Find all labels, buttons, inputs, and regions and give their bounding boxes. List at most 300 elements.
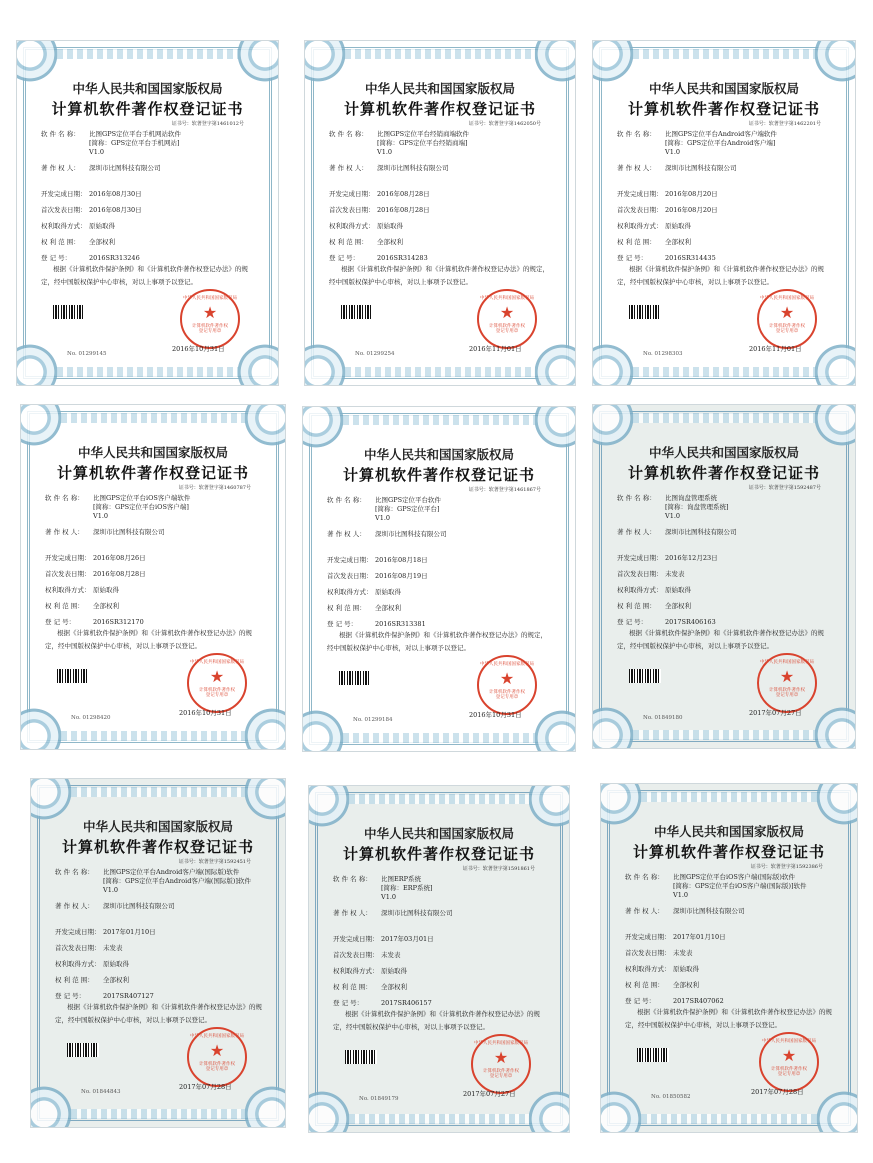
- field-row-copyright-owner: [329, 164, 555, 173]
- certificate: [304, 40, 576, 386]
- seal-ring-text: 中华人民共和国国家版权局: [474, 1041, 528, 1046]
- border-band: [641, 792, 817, 802]
- field-value-acquisition-method: 原始取得: [103, 960, 129, 968]
- border-band: [633, 49, 815, 59]
- field-label-copyright-owner: 著 作 权 人：: [329, 164, 368, 172]
- field-value-registration-number: 2017SR406157: [381, 999, 432, 1007]
- field-value-publication-date: 未发表: [103, 944, 123, 952]
- field-row-software-name: [41, 130, 258, 157]
- border-band: [343, 415, 535, 425]
- certificate-number: 证书号：软著登字第1592487号: [748, 485, 821, 491]
- barcode: [629, 305, 661, 319]
- field-row-copyright-owner: [45, 528, 265, 537]
- seal-text: 计算机软件著作权 登记专用章: [771, 1067, 807, 1077]
- issuer-heading: 中华人民共和国国家版权局: [648, 81, 799, 96]
- serial-number: No. 01849180: [643, 715, 683, 721]
- official-seal: [757, 653, 817, 713]
- field-label-registration-number: 登 记 号：: [55, 992, 86, 1000]
- field-label-software-name: 软 件 名 称：: [625, 873, 664, 881]
- field-value-software-name: 比图GPS定位平台Android客户端软件 [简称：GPS定位平台Android客户端] V1.0: [665, 130, 777, 156]
- field-value-rights-scope: 全部权利: [93, 602, 119, 610]
- seal-star-icon: ★: [499, 303, 515, 322]
- barcode: [67, 1043, 99, 1057]
- issuer-heading: 中华人民共和国国家版权局: [72, 81, 223, 96]
- field-row-registration-number: [329, 254, 555, 263]
- seal-star-icon: ★: [493, 1048, 509, 1067]
- certificate: [302, 406, 576, 752]
- field-spacer: [327, 546, 555, 556]
- field-value-registration-number: 2016SR314283: [377, 254, 428, 262]
- field-value-rights-scope: 全部权利: [673, 981, 699, 989]
- field-value-registration-number: 2016SR313381: [375, 620, 426, 628]
- field-label-copyright-owner: 著 作 权 人：: [41, 164, 80, 172]
- field-label-acquisition-method: 权利取得方式：: [41, 222, 87, 230]
- field-spacer: [45, 544, 265, 554]
- seal-text: 计算机软件著作权 登记专用章: [483, 1069, 519, 1079]
- registration-statement-text: 根据《计算机软件保护条例》和《计算机软件著作权登记办法》的规定，经中国版权保护中心审核，对以上事项予以登记。: [617, 265, 824, 286]
- field-row-rights-scope: [329, 238, 555, 247]
- field-row-software-name: [617, 494, 835, 521]
- official-seal: [471, 1034, 531, 1094]
- field-row-development-date: [617, 554, 835, 563]
- certificate: [308, 785, 570, 1133]
- field-value-copyright-owner: 深圳市比图科技有限公司: [665, 528, 737, 536]
- field-label-publication-date: 首次发表日期：: [329, 206, 375, 214]
- seal-ring-text: 中华人民共和国国家版权局: [190, 1034, 244, 1039]
- field-value-publication-date: 2016年08月30日: [89, 206, 142, 214]
- field-label-acquisition-method: 权利取得方式：: [45, 586, 91, 594]
- field-label-publication-date: 首次发表日期：: [617, 206, 663, 214]
- seal-ring-text: 中华人民共和国国家版权局: [183, 296, 237, 301]
- field-value-publication-date: 2016年08月28日: [93, 570, 146, 578]
- barcode: [629, 669, 661, 683]
- field-value-copyright-owner: 深圳市比图科技有限公司: [381, 909, 453, 917]
- field-row-acquisition-method: [327, 588, 555, 597]
- field-row-software-name: [617, 130, 835, 157]
- field-spacer: [41, 180, 258, 190]
- field-label-publication-date: 首次发表日期：: [617, 570, 663, 578]
- field-label-acquisition-method: 权利取得方式：: [617, 586, 663, 594]
- certificate-number: 证书号：软著登字第1592386号: [750, 864, 823, 870]
- field-label-rights-scope: 权 利 范 围：: [55, 976, 94, 984]
- field-label-rights-scope: 权 利 范 围：: [617, 602, 656, 610]
- certificate-number: 证书号：软著登字第1462050号: [468, 121, 541, 127]
- official-seal: [187, 1027, 247, 1087]
- field-label-development-date: 开发完成日期：: [55, 928, 101, 936]
- issue-date: 2017年07月27日: [463, 1090, 516, 1098]
- seal-ring-text: 中华人民共和国国家版权局: [762, 1039, 816, 1044]
- field-row-registration-number: [327, 620, 555, 629]
- certificate: [20, 404, 286, 750]
- field-row-development-date: [327, 556, 555, 565]
- field-value-software-name: 比图GPS定位平台软件 [简称：GPS定位平台] V1.0: [375, 496, 442, 522]
- certificate-fields: [55, 868, 265, 1008]
- issue-date: 2016年11月01日: [749, 345, 802, 353]
- field-label-development-date: 开发完成日期：: [329, 190, 375, 198]
- certificate-title: 计算机软件著作权登记证书: [632, 843, 825, 861]
- field-label-registration-number: 登 记 号：: [617, 254, 648, 262]
- field-spacer: [617, 544, 835, 554]
- certificate-fields: [617, 494, 835, 634]
- field-value-registration-number: 2016SR314435: [665, 254, 716, 262]
- barcode: [345, 1050, 377, 1064]
- field-row-acquisition-method: [329, 222, 555, 231]
- field-label-copyright-owner: 著 作 权 人：: [617, 164, 656, 172]
- field-label-acquisition-method: 权利取得方式：: [327, 588, 373, 596]
- border-band: [57, 367, 238, 377]
- field-label-rights-scope: 权 利 范 围：: [333, 983, 372, 991]
- field-label-rights-scope: 权 利 范 围：: [625, 981, 664, 989]
- issuer-heading: 中华人民共和国国家版权局: [653, 824, 804, 839]
- field-label-publication-date: 首次发表日期：: [333, 951, 379, 959]
- field-value-development-date: 2017年01月10日: [673, 933, 726, 941]
- field-row-acquisition-method: [45, 586, 265, 595]
- field-label-registration-number: 登 记 号：: [333, 999, 364, 1007]
- barcode: [637, 1048, 669, 1062]
- field-row-copyright-owner: [327, 530, 555, 539]
- seal-text: 计算机软件著作权 登记专用章: [489, 324, 525, 334]
- border-band: [349, 1114, 529, 1124]
- field-row-acquisition-method: [617, 222, 835, 231]
- field-label-publication-date: 首次发表日期：: [327, 572, 373, 580]
- registration-statement: [327, 629, 553, 655]
- field-spacer: [55, 918, 265, 928]
- field-value-rights-scope: 全部权利: [377, 238, 403, 246]
- registration-statement: [333, 1008, 547, 1034]
- field-row-publication-date: [617, 570, 835, 579]
- field-value-rights-scope: 全部权利: [103, 976, 129, 984]
- certificate-number: 证书号：软著登字第1461012号: [171, 121, 244, 127]
- field-label-development-date: 开发完成日期：: [617, 190, 663, 198]
- field-label-software-name: 软 件 名 称：: [329, 130, 368, 138]
- seal-star-icon: ★: [781, 1046, 797, 1065]
- field-value-rights-scope: 全部权利: [665, 602, 691, 610]
- border-band: [345, 49, 535, 59]
- certificate-title: 计算机软件著作权登记证书: [61, 838, 254, 856]
- field-value-publication-date: 2016年08月28日: [377, 206, 430, 214]
- certificate: [16, 40, 279, 386]
- certificate-title: 计算机软件著作权登记证书: [627, 100, 820, 118]
- seal-text: 计算机软件著作权 登记专用章: [199, 1062, 235, 1072]
- official-seal: [477, 655, 537, 715]
- serial-number: No. 01850582: [651, 1094, 691, 1100]
- field-label-copyright-owner: 著 作 权 人：: [327, 530, 366, 538]
- serial-number: No. 01298420: [71, 715, 111, 721]
- field-label-registration-number: 登 记 号：: [617, 618, 648, 626]
- field-value-publication-date: 2016年08月20日: [665, 206, 718, 214]
- registration-statement: [41, 263, 256, 289]
- field-row-copyright-owner: [55, 902, 265, 911]
- field-row-rights-scope: [625, 981, 837, 990]
- field-value-copyright-owner: 深圳市比图科技有限公司: [673, 907, 745, 915]
- field-value-publication-date: 未发表: [665, 570, 685, 578]
- registration-statement-text: 根据《计算机软件保护条例》和《计算机软件著作权登记办法》的规定，经中国版权保护中心审核，对以上事项予以登记。: [617, 629, 824, 650]
- seal-text: 计算机软件著作权 登记专用章: [192, 324, 228, 334]
- field-row-development-date: [329, 190, 555, 199]
- field-row-software-name: [45, 494, 265, 521]
- certificate-title: 计算机软件著作权登记证书: [342, 845, 535, 863]
- field-label-development-date: 开发完成日期：: [617, 554, 663, 562]
- registration-statement-text: 根据《计算机软件保护条例》和《计算机软件著作权登记办法》的规定，经中国版权保护中心审核，对以上事项予以登记。: [625, 1008, 832, 1029]
- certificate-number: 证书号：软著登字第1460787号: [178, 485, 251, 491]
- field-row-publication-date: [333, 951, 549, 960]
- border-band: [57, 49, 238, 59]
- field-label-registration-number: 登 记 号：: [327, 620, 358, 628]
- field-value-copyright-owner: 深圳市比图科技有限公司: [375, 530, 447, 538]
- registration-statement-text: 根据《计算机软件保护条例》和《计算机软件著作权登记办法》的规定，经中国版权保护中心审核，对以上事项予以登记。: [41, 265, 248, 286]
- issue-date: 2016年10月31日: [469, 711, 522, 719]
- border-band: [633, 413, 815, 423]
- field-label-copyright-owner: 著 作 权 人：: [55, 902, 94, 910]
- field-value-registration-number: 2017SR407127: [103, 992, 154, 1000]
- official-seal: [757, 289, 817, 349]
- field-label-software-name: 软 件 名 称：: [333, 875, 372, 883]
- seal-text: 计算机软件著作权 登记专用章: [769, 324, 805, 334]
- field-spacer: [329, 180, 555, 190]
- field-value-development-date: 2017年01月10日: [103, 928, 156, 936]
- official-seal: [187, 653, 247, 713]
- field-value-rights-scope: 全部权利: [381, 983, 407, 991]
- field-value-publication-date: 未发表: [673, 949, 693, 957]
- field-row-publication-date: [55, 944, 265, 953]
- field-row-rights-scope: [55, 976, 265, 985]
- field-row-rights-scope: [41, 238, 258, 247]
- field-row-copyright-owner: [617, 528, 835, 537]
- seal-ring-text: 中华人民共和国国家版权局: [480, 296, 534, 301]
- field-label-software-name: 软 件 名 称：: [327, 496, 366, 504]
- official-seal: [759, 1032, 819, 1092]
- field-row-copyright-owner: [333, 909, 549, 918]
- certificate: [592, 404, 856, 749]
- field-label-software-name: 软 件 名 称：: [45, 494, 84, 502]
- field-label-registration-number: 登 记 号：: [41, 254, 72, 262]
- field-value-software-name: 比图GPS定位平台经销商端软件 [简称：GPS定位平台经销商端] V1.0: [377, 130, 470, 156]
- field-value-rights-scope: 全部权利: [89, 238, 115, 246]
- field-label-registration-number: 登 记 号：: [45, 618, 76, 626]
- field-label-rights-scope: 权 利 范 围：: [41, 238, 80, 246]
- field-value-registration-number: 2017SR406163: [665, 618, 716, 626]
- issuer-heading: 中华人民共和国国家版权局: [363, 826, 514, 841]
- field-value-software-name: 比图ERP系统 [简称：ERP系统] V1.0: [381, 875, 433, 901]
- barcode: [57, 669, 89, 683]
- field-row-publication-date: [329, 206, 555, 215]
- seal-star-icon: ★: [209, 667, 225, 686]
- issue-date: 2016年10月31日: [172, 345, 225, 353]
- field-value-software-name: 比图GPS定位平台Android客户端(国际版)软件 [简称：GPS定位平台Android客户端(国际版)]软件 V1.0: [103, 868, 251, 894]
- border-band: [71, 787, 245, 797]
- field-label-acquisition-method: 权利取得方式：: [617, 222, 663, 230]
- field-row-acquisition-method: [333, 967, 549, 976]
- field-label-registration-number: 登 记 号：: [329, 254, 360, 262]
- issue-date: 2017年07月28日: [179, 1083, 232, 1091]
- field-value-acquisition-method: 原始取得: [377, 222, 403, 230]
- field-label-development-date: 开发完成日期：: [45, 554, 91, 562]
- certificate-fields: [333, 875, 549, 1015]
- seal-text: 计算机软件著作权 登记专用章: [489, 690, 525, 700]
- border-band: [633, 730, 815, 740]
- seal-star-icon: ★: [202, 303, 218, 322]
- field-row-publication-date: [617, 206, 835, 215]
- field-row-registration-number: [41, 254, 258, 263]
- issue-date: 2016年10月31日: [179, 709, 232, 717]
- issue-date: 2017年07月28日: [751, 1088, 804, 1096]
- seal-star-icon: ★: [779, 303, 795, 322]
- field-row-registration-number: [333, 999, 549, 1008]
- field-row-acquisition-method: [55, 960, 265, 969]
- field-value-acquisition-method: 原始取得: [89, 222, 115, 230]
- field-row-publication-date: [625, 949, 837, 958]
- field-label-rights-scope: 权 利 范 围：: [329, 238, 368, 246]
- field-label-acquisition-method: 权利取得方式：: [333, 967, 379, 975]
- field-value-acquisition-method: 原始取得: [665, 586, 691, 594]
- field-value-development-date: 2016年08月20日: [665, 190, 718, 198]
- field-value-registration-number: 2017SR407062: [673, 997, 724, 1005]
- field-value-registration-number: 2016SR313246: [89, 254, 140, 262]
- certificate-title: 计算机软件著作权登记证书: [56, 464, 249, 482]
- field-row-copyright-owner: [625, 907, 837, 916]
- field-value-registration-number: 2016SR312170: [93, 618, 144, 626]
- barcode: [339, 671, 371, 685]
- field-value-rights-scope: 全部权利: [375, 604, 401, 612]
- field-label-copyright-owner: 著 作 权 人：: [617, 528, 656, 536]
- registration-statement: [329, 263, 553, 289]
- field-value-development-date: 2016年12月23日: [665, 554, 718, 562]
- field-row-development-date: [41, 190, 258, 199]
- field-row-development-date: [55, 928, 265, 937]
- border-band: [641, 1114, 817, 1124]
- field-row-registration-number: [45, 618, 265, 627]
- issuer-heading: 中华人民共和国国家版权局: [648, 445, 799, 460]
- certificate-title: 计算机软件著作权登记证书: [342, 466, 535, 484]
- registration-statement: [55, 1001, 263, 1027]
- border-band: [71, 1109, 245, 1119]
- official-seal: [180, 289, 240, 349]
- field-row-software-name: [55, 868, 265, 895]
- registration-statement: [617, 627, 833, 653]
- field-value-software-name: 比图GPS定位平台iOS客户端(国际版)软件 [简称：GPS定位平台iOS客户端(国际版)]软件 V1.0: [673, 873, 807, 899]
- field-row-copyright-owner: [617, 164, 835, 173]
- field-value-rights-scope: 全部权利: [665, 238, 691, 246]
- field-row-publication-date: [41, 206, 258, 215]
- certificate-title: 计算机软件著作权登记证书: [343, 100, 536, 118]
- field-row-acquisition-method: [617, 586, 835, 595]
- field-row-registration-number: [617, 254, 835, 263]
- field-label-software-name: 软 件 名 称：: [41, 130, 80, 138]
- certificate-fields: [329, 130, 555, 270]
- border-band: [61, 731, 245, 741]
- field-label-publication-date: 首次发表日期：: [41, 206, 87, 214]
- field-label-development-date: 开发完成日期：: [41, 190, 87, 198]
- field-value-acquisition-method: 原始取得: [673, 965, 699, 973]
- field-row-copyright-owner: [41, 164, 258, 173]
- border-band: [345, 367, 535, 377]
- certificate: [592, 40, 856, 386]
- field-label-publication-date: 首次发表日期：: [55, 944, 101, 952]
- field-value-development-date: 2016年08月30日: [89, 190, 142, 198]
- field-label-copyright-owner: 著 作 权 人：: [333, 909, 372, 917]
- field-label-copyright-owner: 著 作 权 人：: [625, 907, 664, 915]
- field-row-acquisition-method: [625, 965, 837, 974]
- issue-date: 2017年07月27日: [749, 709, 802, 717]
- field-row-development-date: [45, 554, 265, 563]
- field-row-rights-scope: [45, 602, 265, 611]
- registration-statement-text: 根据《计算机软件保护条例》和《计算机软件著作权登记办法》的规定，经中国版权保护中心审核，对以上事项予以登记。: [327, 631, 547, 652]
- field-row-registration-number: [617, 618, 835, 627]
- certificate-title: 计算机软件著作权登记证书: [627, 464, 820, 482]
- field-row-rights-scope: [617, 602, 835, 611]
- field-label-copyright-owner: 著 作 权 人：: [45, 528, 84, 536]
- field-value-development-date: 2016年08月18日: [375, 556, 428, 564]
- field-spacer: [617, 180, 835, 190]
- field-value-software-name: 比图询盘管理系统 [简称：询盘管理系统] V1.0: [665, 494, 729, 520]
- field-row-rights-scope: [327, 604, 555, 613]
- border-band: [633, 367, 815, 377]
- border-band: [343, 733, 535, 743]
- field-value-acquisition-method: 原始取得: [375, 588, 401, 596]
- field-row-registration-number: [625, 997, 837, 1006]
- field-label-rights-scope: 权 利 范 围：: [327, 604, 366, 612]
- certificate-fields: [327, 496, 555, 636]
- field-spacer: [625, 923, 837, 933]
- border-band: [61, 413, 245, 423]
- field-row-development-date: [617, 190, 835, 199]
- field-label-development-date: 开发完成日期：: [327, 556, 373, 564]
- issuer-heading: 中华人民共和国国家版权局: [82, 819, 233, 834]
- registration-statement-text: 根据《计算机软件保护条例》和《计算机软件著作权登记办法》的规定，经中国版权保护中心审核，对以上事项予以登记。: [45, 629, 252, 650]
- field-label-publication-date: 首次发表日期：: [625, 949, 671, 957]
- barcode: [341, 305, 373, 319]
- seal-ring-text: 中华人民共和国国家版权局: [480, 662, 534, 667]
- border-band: [349, 794, 529, 804]
- issuer-heading: 中华人民共和国国家版权局: [77, 445, 228, 460]
- field-row-development-date: [333, 935, 549, 944]
- field-value-copyright-owner: 深圳市比图科技有限公司: [103, 902, 175, 910]
- registration-statement-text: 根据《计算机软件保护条例》和《计算机软件著作权登记办法》的规定，经中国版权保护中心审核，对以上事项予以登记。: [55, 1003, 262, 1024]
- field-value-publication-date: 未发表: [381, 951, 401, 959]
- field-label-rights-scope: 权 利 范 围：: [45, 602, 84, 610]
- field-row-rights-scope: [617, 238, 835, 247]
- registration-statement-text: 根据《计算机软件保护条例》和《计算机软件著作权登记办法》的规定，经中国版权保护中心审核，对以上事项予以登记。: [329, 265, 549, 286]
- serial-number: No. 01849179: [359, 1096, 399, 1102]
- field-label-registration-number: 登 记 号：: [625, 997, 656, 1005]
- field-label-rights-scope: 权 利 范 围：: [617, 238, 656, 246]
- issue-date: 2016年11月01日: [469, 345, 522, 353]
- field-row-publication-date: [45, 570, 265, 579]
- field-value-development-date: 2016年08月28日: [377, 190, 430, 198]
- field-row-registration-number: [55, 992, 265, 1001]
- certificate-number: 证书号：软著登字第1591861号: [462, 866, 535, 872]
- field-label-development-date: 开发完成日期：: [333, 935, 379, 943]
- field-spacer: [333, 925, 549, 935]
- certificate-fields: [617, 130, 835, 270]
- seal-ring-text: 中华人民共和国国家版权局: [760, 296, 814, 301]
- field-label-acquisition-method: 权利取得方式：: [55, 960, 101, 968]
- registration-statement: [625, 1006, 835, 1032]
- certificate: [600, 783, 858, 1133]
- certificate-title: 计算机软件著作权登记证书: [51, 100, 244, 118]
- field-value-copyright-owner: 深圳市比图科技有限公司: [89, 164, 161, 172]
- registration-statement: [617, 263, 833, 289]
- field-row-software-name: [329, 130, 555, 157]
- field-value-development-date: 2017年03月01日: [381, 935, 434, 943]
- field-value-development-date: 2016年08月26日: [93, 554, 146, 562]
- seal-star-icon: ★: [499, 669, 515, 688]
- field-label-software-name: 软 件 名 称：: [55, 868, 94, 876]
- field-label-development-date: 开发完成日期：: [625, 933, 671, 941]
- field-value-copyright-owner: 深圳市比图科技有限公司: [377, 164, 449, 172]
- certificate-number: 证书号：软著登字第1462201号: [748, 121, 821, 127]
- certificate-number: 证书号：软著登字第1461867号: [468, 487, 541, 493]
